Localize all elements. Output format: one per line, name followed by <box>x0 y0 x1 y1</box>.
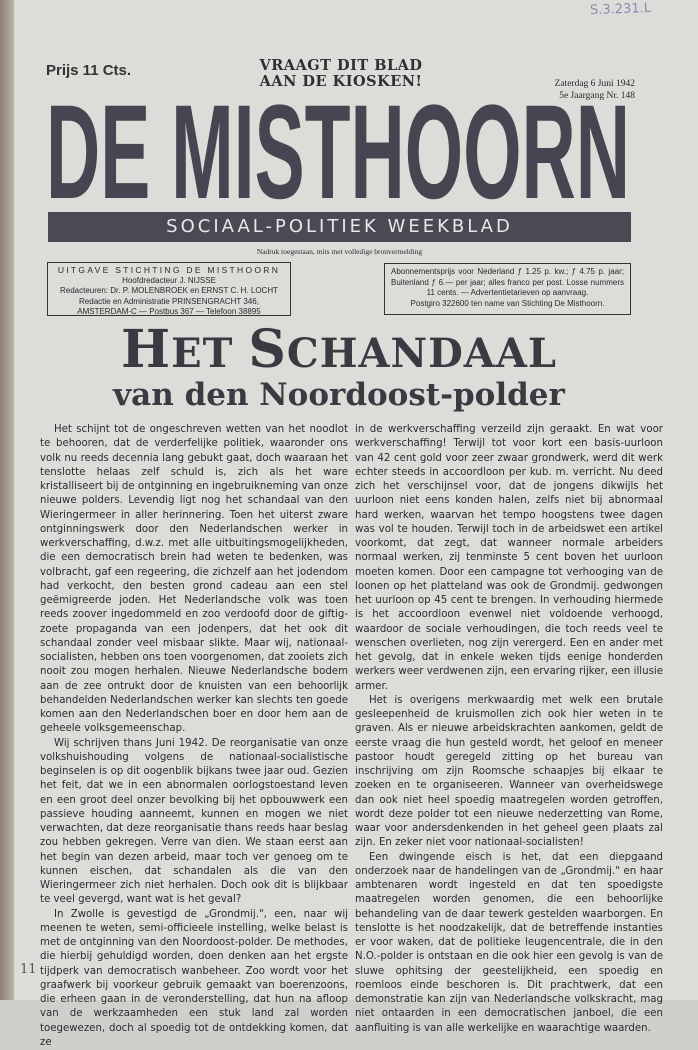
editor-in-chief: Hoofdredacteur J. NIJSSE <box>51 276 287 287</box>
paragraph: Het is overigens merkwaardig met welk een brutale gesleepenheid de kruismollen zich ook hier weten in te graven. Als er nieuwe arbeidskrachten aankomen, geldt de eerste vraag die hun gesteld wordt, het geloof en meneer pastoor houdt geregeld zitting op het bureau van inschrijving om zijn Roomsche schaapjes bij elkaar te zoeken en te organiseeren. Wanneer van overheidswege dan ook niet heel spoedig maatregelen worden getroffen, wordt deze polder tot een nieuwe nederzetting van Rome, waar voor andersdenkenden in het geheel geen plaats zal zijn. En zeker niet voor nationaal-socialisten! <box>355 694 663 851</box>
archive-mark: S.3.231.L <box>590 1 651 18</box>
article-column-right <box>355 423 663 1036</box>
subscription-text: Abonnementsprijs voor Nederland ƒ 1.25 p. kw.; ƒ 4.75 p. jaar; Buitenland ƒ 6.— per jaar; alles franco per post. Losse nummers 11 cents. — Advertentietarieven op aanvraag. <box>391 267 624 299</box>
contact: AMSTERDAM-C — Postbus 367 — Telefoon 38895 <box>51 307 287 318</box>
headline-initial: S <box>248 319 287 380</box>
paragraph: Het schijnt tot de ongeschreven wetten van het noodlot te behooren, dat de verderfelijke politiek, waaronder ons volk nu reeds decennia lang gebukt gaat, doch waaraan het tenslotte helaas zelf schuld is, zich als het ware kristalliseert bij de ontginning en ingebruikneming van onze nieuwe polders. Levendig ligt nog het schandaal van den Wieringermeer in aller herinnering. Toen het uiterst zware ontginningswerk door den Nederlandschen werker in werkverschaffing, d.w.z. met alle uitbuitingsmogelijkheden, die een democratisch brein had weten te bedenken, was volbracht, gaf een regeering, die zichzelf aan het jodendom had verkocht, den besten grond cadeau aan een stel geëmigreerde joden. Het Nederlandsche volk was toen reeds zoover ingedommeld en zoo verdoofd door de giftig-zoete propaganda van een jodenpers, dat het ook dit schandaal zonder veel misbaar slikte. Maar wij, nationaal-socialisten, hebben ons toen voorgenomen, dat zooiets zich nooit zou mogen herhalen. Nieuwe Nederlandsche bodem aan de zee ontrukt door de knuisten van een behoorlijk behandelden Nederlandschen werker kan slechts ten goede komen aan den Nederlandschen boer en door hem aan de geheele volksgemeenschap. <box>40 423 348 737</box>
reprint-notice: Nadruk toegestaan, mits met volledige bronvermelding <box>48 247 631 256</box>
masthead-title <box>44 96 632 204</box>
issue-date: Zaterdag 6 Juni 1942 <box>515 78 635 90</box>
kiosk-notice <box>226 58 456 90</box>
subtitle-banner: SOCIAAL-POLITIEK WEEKBLAD <box>48 212 631 242</box>
article-column-left <box>40 423 348 1050</box>
publisher-box <box>47 262 291 316</box>
address: Redactie en Administratie PRINSENGRACHT 346, <box>51 297 287 308</box>
subscription-box <box>384 263 631 315</box>
headline-initial: H <box>121 319 171 380</box>
paragraph: Wij schrijven thans Juni 1942. De reorganisatie van onze volkshuishouding volgens de nationaal-socialistische beginselen is op dit oogenblik bijkans twee jaar oud. Gezien het feit, dat we in een abnormalen oorlogstoestand leven en een groot deel onzer bevolking bij het opbouwwerk een passieve houding aanneemt, kunnen en mogen we niet verwachten, dat deze reorganisatie thans reeds haar beslag zou hebben gekregen. Verre van dien. We staan eerst aan het begin van dezen arbeid, maar toch ver genoeg om te kunnen eischen, dat schandalen als die van den Wieringermeer zich niet herhalen. Doch ook dit is blijkbaar te veel gevergd, want wat is het geval? <box>40 737 348 908</box>
postgiro: Postgiro 322600 ten name van Stichting De Misthoorn. <box>391 299 624 310</box>
headline-part: CHANDAAL <box>287 330 557 377</box>
publisher-line: UITGAVE STICHTING DE MISTHOORN <box>51 265 287 276</box>
page-edge <box>0 0 14 1000</box>
paragraph: in de werkverschaffing verzeild zijn geraakt. En wat voor werkverschaffing! Terwijl tot voor kort een basis-uurloon van 42 cent gold voor zeer zwaar grondwerk, werd dit werk echter steeds in accoordloon per kub. m. verricht. Nu deed zich het verschijnsel voor, dat de jongens dikwijls het uurloon niet eens konden halen, zelfs niet bij abnormaal hard werken, waarvan het tempo hoogstens twee dagen was vol te houden. Terwijl toch in de arbeidswet een artikel voorkomt, dat zegt, dat wanneer normale arbeiders normaal werken, zij tenminste 5 cent boven het uurloon moeten komen. Door een campagne tot verhooging van de loonen op het platteland was ook de Grondmij. gedwongen het uurloon op 45 cent te brengen. In verhouding hiermede is het accoordloon evenwel niet voldoende verhoogd, waardoor de sociale verhoudingen, die toch reeds veel te wenschen overlieten, nog zijn verergerd. Een en ander met het gevolg, dat in enkele weken tijds eenige honderden werkers weer verdwenen zijn, een ervaring rijker, een illusie armer. <box>355 423 663 694</box>
masthead-title-text: DE MISTHOORN <box>46 96 630 204</box>
paragraph: Een dwingende eisch is het, dat een diepgaand onderzoek naar de handelingen van de „Grondmij." en haar ambtenaren wordt ingesteld en dat ten spoedigste maatregelen worden genomen, die een behoorlijke behandeling van de daar tewerk gestelden waarborgen. En tenslotte is het noodzakelijk, dat de betreffende instanties er voor waken, dat de politieke leugencentrale, die in den N.O.-polder is ontstaan en die ook hier een gevolg is van de sluwe ophitsing der geestelijkheid, een spoedig en roemloos einde beschoren is. Dit prachtwerk, dat een demonstratie kan zijn van Nederlandsche volkskracht, mag niet ontaarden in een democratischen janboel, die een aanfluiting is van alle werkelijke en waarachtige waarden. <box>355 851 663 1036</box>
kiosk-line-2: AAN DE KIOSKEN! <box>226 74 456 90</box>
paragraph: In Zwolle is gevestigd de „Grondmij.", een, naar wij meenen te weten, semi-officieele instelling, welke belast is met de ontginning van den Noordoost-polder. De methodes, die hierbij gehuldigd worden, doen denken aan het ergste tijdperk van democratisch wanbeheer. Zoo wordt voor het graafwerk bij voorkeur gebruik gemaakt van boerenzoons, die erheen gaan in de veronderstelling, dat hun na afloop van de werkzaamheden een stuk land zal worden toegewezen, doch al spoedig tot de ontdekking komen, dat ze <box>40 908 348 1050</box>
editors: Redacteuren: Dr. P. MOLENBROEK en ERNST C. H. LOCHT <box>51 286 287 297</box>
price: Prijs 11 Cts. <box>46 62 131 79</box>
headline-part: ET <box>171 330 248 377</box>
issue-volume: 5e Jaargang Nr. 148 <box>515 90 635 102</box>
kiosk-line-1: VRAAGT DIT BLAD <box>226 58 456 74</box>
article-subheadline: van den Noordoost-polder <box>44 376 634 414</box>
article-headline <box>44 322 634 382</box>
pencil-mark: 11 <box>20 962 37 977</box>
